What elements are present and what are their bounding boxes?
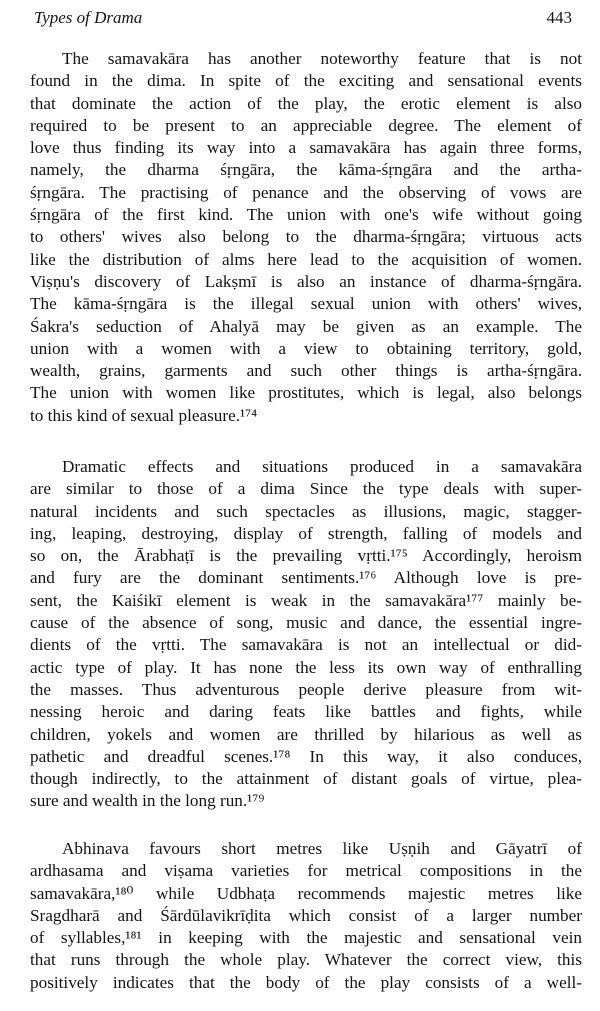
text-line: śṛngāra. The practising of penance and the observing of vows are: [30, 182, 582, 202]
chapter-title: Types of Drama: [34, 8, 143, 27]
text-line: Viṣṇu's discovery of Lakṣmī is also an instance of dharma-śṛngāra.: [30, 271, 582, 291]
text-line: children, yokels and women are thrilled by hilarious as well as: [30, 724, 582, 744]
text-line: and fury are the dominant sentiments.¹⁷⁶ Although love is pre-: [30, 568, 582, 588]
text-line: to this kind of sexual pleasure.¹⁷⁴: [30, 405, 258, 425]
text-line: The kāma-śṛngāra is the illegal sexual union with others' wives,: [30, 294, 582, 314]
text-line: Dramatic effects and situations produced in a samavakāra: [62, 457, 582, 476]
text-line: found in the dima. In spite of the exciting and sensational events: [30, 71, 582, 91]
text-line: ing, leaping, destroying, display of strength, falling of models and: [30, 523, 582, 543]
text-line: nessing heroic and daring feats like battles and fights, while: [30, 702, 582, 722]
text-line: sent, the Kaiśikī element is weak in the samavakāra¹⁷⁷ mainly be-: [30, 590, 582, 610]
text-line: The samavakāra has another noteworthy feature that is not: [62, 49, 582, 68]
text-line: ardhasama and viṣama varieties for metrical compositions in the: [30, 861, 582, 881]
text-line: Sragdharā and Śārdūlavikrīḍita which consist of a larger number: [30, 905, 582, 925]
text-line: union with a women with a view to obtaining territory, gold,: [30, 338, 582, 358]
text-line: of syllables,¹⁸¹ in keeping with the majestic and sensational vein: [30, 928, 582, 948]
text-line: natural incidents and such spectacles as illusions, magic, stagger-: [30, 501, 582, 521]
text-line: required to be present to an appreciable degree. The element of: [30, 115, 582, 135]
text-line: so on, the Ārabhaṭī is the prevailing vṛtti.¹⁷⁵ Accordingly, heroism: [30, 546, 582, 566]
text-line: like the distribution of alms here lead to the acquisition of women.: [30, 249, 582, 269]
text-line: though indirectly, to the attainment of distant goals of virtue, plea-: [30, 769, 582, 789]
text-line: pathetic and dreadful scenes.¹⁷⁸ In this way, it also conduces,: [30, 746, 582, 766]
text-line: wealth, grains, garments and such other things is artha-śṛngāra.: [30, 361, 582, 381]
text-line: dients of the vṛtti. The samavakāra is not an intellectual or did-: [30, 635, 582, 655]
text-line: are similar to those of a dima Since the type deals with super-: [30, 479, 582, 499]
text-line: the masses. Thus adventurous people derive pleasure from wit-: [30, 679, 582, 699]
text-line: Abhinava favours short metres like Uṣṇih and Gāyatrī of: [62, 839, 582, 858]
text-line: that dominate the action of the play, the erotic element is also: [30, 93, 582, 113]
text-line: Śakra's seduction of Ahalyā may be given as an example. The: [30, 316, 582, 336]
page-number: 443: [546, 8, 572, 27]
text-line: that runs through the whole play. Whatever the correct view, this: [30, 950, 582, 970]
text-line: The union with women like prostitutes, which is legal, also belongs: [30, 383, 582, 403]
text-line: positively indicates that the body of the play consists of a well-: [30, 972, 582, 992]
text-line: to others' wives also belong to the dharma-śṛngāra; virtuous acts: [30, 227, 582, 247]
text-line: samavakāra,¹⁸⁰ while Udbhaṭa recommends majestic metres like: [30, 883, 582, 903]
paragraph-1: [30, 48, 582, 427]
text-line: love thus finding its way into a samavakāra has again three forms,: [30, 138, 582, 158]
text-line: sure and wealth in the long run.¹⁷⁹: [30, 791, 265, 811]
paragraph-3: [30, 838, 582, 994]
text-line: śṛngāra of the first kind. The union with one's wife without going: [30, 205, 582, 225]
text-line: namely, the dharma śṛngāra, the kāma-śṛngāra and the artha-: [30, 160, 582, 180]
text-line: actic type of play. It has none the less its own way of enthralling: [30, 657, 582, 677]
paragraph-2: [30, 456, 582, 813]
text-line: cause of the absence of song, music and dance, the essential ingre-: [30, 613, 582, 633]
running-head: [34, 8, 572, 28]
